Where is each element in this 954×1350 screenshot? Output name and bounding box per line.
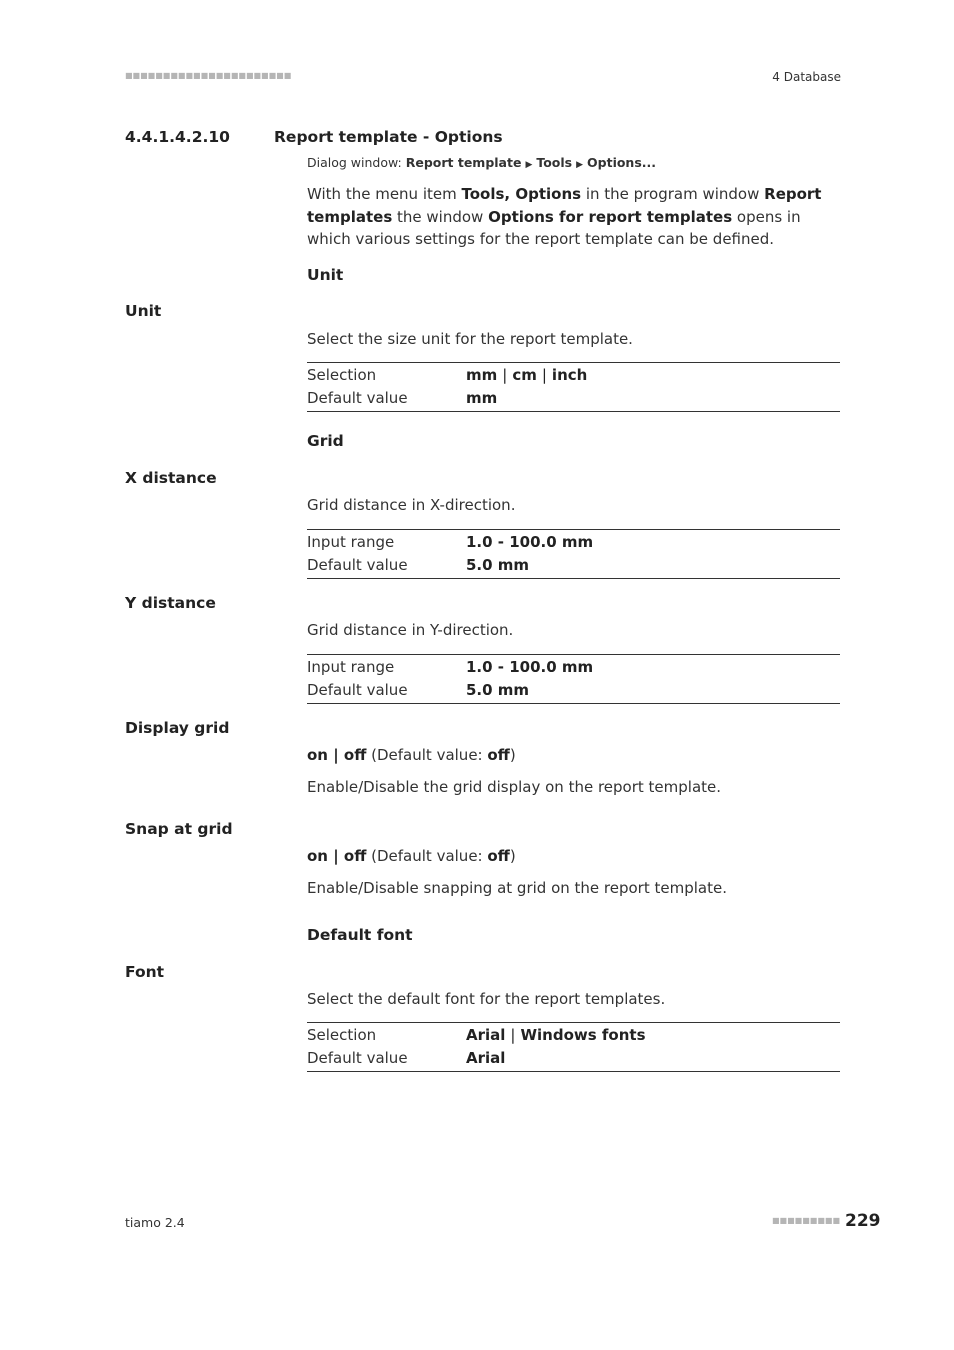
default-value: off xyxy=(487,746,510,764)
param-name-display-grid: Display grid xyxy=(125,719,230,737)
arrow-right-icon: ▶ xyxy=(576,160,584,170)
intro-bold: Report templates xyxy=(307,185,822,226)
table-row xyxy=(307,679,840,702)
option: cm xyxy=(512,366,537,384)
param-table xyxy=(307,1022,840,1072)
option: Windows fonts xyxy=(520,1026,646,1044)
options-text: on | off xyxy=(307,746,367,764)
default-suffix: ) xyxy=(509,847,516,865)
row-value: 1.0 - 100.0 mm xyxy=(466,533,594,551)
options-text: on | off xyxy=(307,847,367,865)
chapter-title: 4 Database xyxy=(772,70,841,84)
row-label: Default value xyxy=(307,1048,408,1067)
option: Arial xyxy=(466,1026,506,1044)
breadcrumb-prefix: Dialog window: xyxy=(307,155,406,170)
product-name: tiamo 2.4 xyxy=(125,1215,185,1230)
group-heading-unit: Unit xyxy=(307,266,344,284)
breadcrumb-item: Options... xyxy=(587,155,657,170)
separator: | xyxy=(541,366,547,384)
intro-bold: Tools, Options xyxy=(461,185,582,203)
separator: | xyxy=(502,366,508,384)
default-value: off xyxy=(487,847,510,865)
table-row xyxy=(307,531,840,554)
default-suffix: ) xyxy=(509,746,516,764)
table-row xyxy=(307,387,840,410)
row-label: Input range xyxy=(307,658,395,676)
section-title: Report template - Options xyxy=(274,128,503,146)
param-name-font: Font xyxy=(125,963,165,981)
param-description: Grid distance in Y-direction. xyxy=(307,621,514,639)
footer-decoration: ■■■■■■■■■ xyxy=(772,1216,841,1225)
param-description: Grid distance in X-direction. xyxy=(307,496,516,514)
row-label: Default value xyxy=(307,555,408,574)
param-name-y-distance: Y distance xyxy=(125,594,216,612)
param-options xyxy=(307,746,516,764)
header-decoration: ■■■■■■■■■■■■■■■■■■■■■■ xyxy=(125,71,292,80)
table-row xyxy=(307,554,840,577)
row-value xyxy=(466,364,587,387)
row-label: Selection xyxy=(307,1026,377,1044)
intro-text: in the program window xyxy=(581,185,765,203)
section-number: 4.4.1.4.2.10 xyxy=(125,128,230,146)
param-table xyxy=(307,362,840,412)
param-description: Select the default font for the report templates. xyxy=(307,990,666,1008)
row-value: 1.0 - 100.0 mm xyxy=(466,658,594,676)
separator: | xyxy=(510,1026,516,1044)
table-row xyxy=(307,1024,840,1047)
row-label: Default value xyxy=(307,680,408,699)
row-value: Arial xyxy=(466,1048,506,1067)
table-row xyxy=(307,656,840,679)
default-prefix: (Default value: xyxy=(366,847,488,865)
intro-text: opens in which various settings for the report template can be defined. xyxy=(307,207,801,248)
row-label: Selection xyxy=(307,366,377,384)
page-number: 229 xyxy=(845,1211,881,1231)
intro-bold: Options for report templates xyxy=(488,207,733,226)
param-description: Enable/Disable snapping at grid on the report template. xyxy=(307,879,727,897)
breadcrumb-item: Tools xyxy=(536,155,573,170)
param-name-snap-at-grid: Snap at grid xyxy=(125,820,233,838)
row-label: Input range xyxy=(307,533,395,551)
param-description: Enable/Disable the grid display on the report template. xyxy=(307,778,722,796)
option: mm xyxy=(466,366,498,384)
param-name-x-distance: X distance xyxy=(125,469,217,487)
breadcrumb xyxy=(307,155,656,170)
option: inch xyxy=(551,366,588,384)
table-row xyxy=(307,364,840,387)
intro-text: the window xyxy=(392,207,489,226)
row-value: 5.0 mm xyxy=(466,680,530,699)
param-name-unit: Unit xyxy=(125,302,162,320)
row-value: 5.0 mm xyxy=(466,555,530,574)
param-description: Select the size unit for the report template. xyxy=(307,330,633,348)
row-value: mm xyxy=(466,388,498,407)
param-options xyxy=(307,847,516,865)
intro-text: With the menu item xyxy=(307,185,462,203)
intro-paragraph xyxy=(307,183,842,251)
default-prefix: (Default value: xyxy=(366,746,488,764)
breadcrumb-item: Report template xyxy=(405,155,522,170)
group-heading-default-font: Default font xyxy=(307,926,413,944)
row-label: Default value xyxy=(307,388,408,407)
table-row xyxy=(307,1047,840,1070)
group-heading-grid: Grid xyxy=(307,432,344,450)
arrow-right-icon: ▶ xyxy=(525,160,533,170)
row-value xyxy=(466,1024,646,1047)
param-table xyxy=(307,529,840,579)
param-table xyxy=(307,654,840,704)
